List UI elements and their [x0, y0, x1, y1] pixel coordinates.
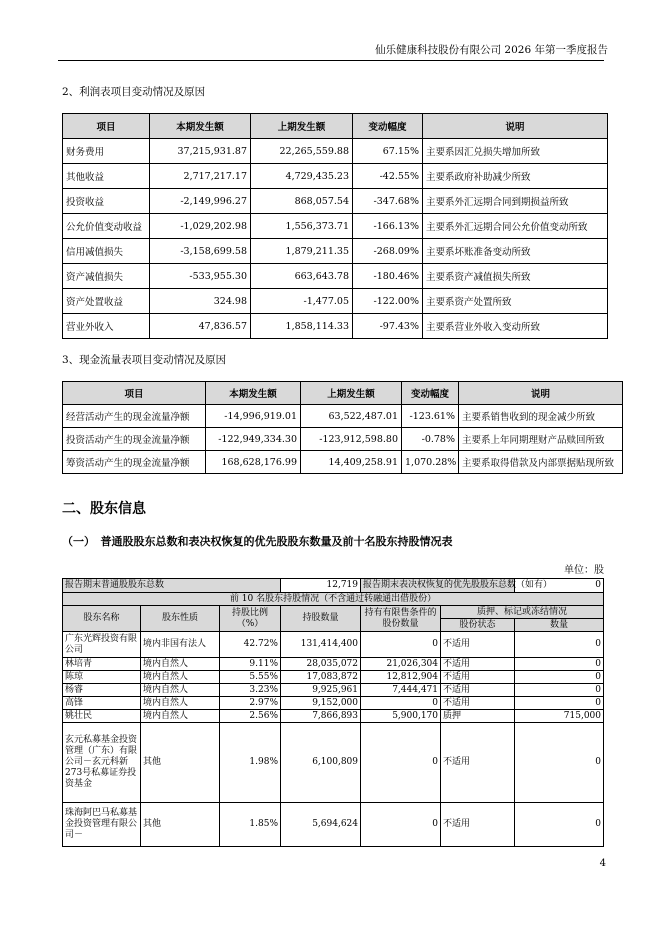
cell-shares: 7,866,893: [281, 710, 361, 723]
cell-qty: 0: [515, 684, 604, 697]
cell-qty: 0: [515, 803, 604, 847]
column-header: 股东性质: [141, 606, 220, 632]
table-row: [63, 164, 608, 189]
column-header: 项目: [63, 114, 150, 139]
cell-item: 资产处置收益: [63, 289, 150, 314]
cell-change: -0.78%: [402, 428, 459, 451]
table-row: [63, 289, 608, 314]
cashflow-section-title: 3、现金流量表项目变动情况及原因: [62, 354, 227, 366]
cell-restricted: 12,812,904: [361, 671, 441, 684]
cell-name: 陈琼: [63, 671, 141, 684]
cell-nature: 境内自然人: [141, 658, 220, 671]
cell-item: 其他收益: [63, 164, 150, 189]
cell-ratio: 1.98%: [220, 723, 281, 803]
cell-current: 168,628,176.99: [206, 451, 301, 474]
cell-note: 主要系坏账准备变动所致: [423, 239, 608, 264]
caption-row: [63, 593, 604, 606]
column-header: 本期发生额: [150, 114, 251, 139]
cell-nature: 境内非国有法人: [141, 632, 220, 658]
cell-current: -533,955.30: [150, 264, 251, 289]
cell-name: 玄元私募基金投资管理（广东）有限公司－玄元科新273号私募证券投资基金: [63, 723, 141, 803]
cell-current: -14,996,919.01: [206, 405, 301, 428]
table-row: [63, 697, 604, 710]
summary-row: [63, 579, 604, 593]
preferred-holders-label: 报告期末表决权恢复的优先股股东总数（如有）: [361, 579, 515, 593]
table-row: [63, 710, 604, 723]
table-row: [63, 428, 623, 451]
table-row: [63, 314, 608, 339]
cell-current: 324.98: [150, 289, 251, 314]
cell-item: 营业外收入: [63, 314, 150, 339]
total-holders-value: 12,719: [281, 579, 361, 593]
cell-nature: 境内自然人: [141, 697, 220, 710]
cell-qty: 0: [515, 723, 604, 803]
cell-nature: 其他: [141, 803, 220, 847]
top10-caption: 前 10 名股东持股情况（不含通过转融通出借股份）: [63, 593, 604, 606]
column-header: 持股比例（%）: [220, 606, 281, 632]
cell-item: 投资活动产生的现金流量净额: [63, 428, 206, 451]
cell-status: 质押: [441, 710, 515, 723]
cell-prior: 63,522,487.01: [301, 405, 402, 428]
column-header: 数量: [515, 619, 604, 632]
cell-change: -166.13%: [353, 214, 423, 239]
cell-ratio: 42.72%: [220, 632, 281, 658]
cell-change: -123.61%: [402, 405, 459, 428]
cell-note: 主要系取得借款及内部票据贴现所致: [459, 451, 623, 474]
cell-note: 主要系上年同期理财产品赎回所致: [459, 428, 623, 451]
cell-shares: 6,100,809: [281, 723, 361, 803]
cell-prior: 1,879,211.35: [251, 239, 353, 264]
column-header: 上期发生额: [301, 382, 402, 405]
table-row: [63, 723, 604, 803]
cell-note: 主要系资产处置所致: [423, 289, 608, 314]
cell-change: 67.15%: [353, 139, 423, 164]
cell-prior: 14,409,258.91: [301, 451, 402, 474]
cell-name: 高锋: [63, 697, 141, 710]
cell-ratio: 3.23%: [220, 684, 281, 697]
cell-current: -1,029,202.98: [150, 214, 251, 239]
cell-item: 投资收益: [63, 189, 150, 214]
cell-prior: 1,556,373.71: [251, 214, 353, 239]
table-row: [63, 239, 608, 264]
cell-status: 不适用: [441, 671, 515, 684]
cell-note: 主要系营业外收入变动所致: [423, 314, 608, 339]
cell-status: 不适用: [441, 632, 515, 658]
cell-name: 姚壮民: [63, 710, 141, 723]
column-header: 项目: [63, 382, 206, 405]
income-section-title: 2、利润表项目变动情况及原因: [62, 86, 206, 98]
column-header: 股东名称: [63, 606, 141, 632]
cell-status: 不适用: [441, 697, 515, 710]
income-statement-table: [62, 113, 608, 339]
cell-shares: 131,414,400: [281, 632, 361, 658]
cell-prior: 22,265,559.88: [251, 139, 353, 164]
table-row: [63, 451, 623, 474]
cell-note: 主要系外汇远期合同公允价值变动所致: [423, 214, 608, 239]
cell-restricted: 7,444,471: [361, 684, 441, 697]
cell-current: 37,215,931.87: [150, 139, 251, 164]
table-row: [63, 632, 604, 658]
table-row: [63, 214, 608, 239]
cell-change: -42.55%: [353, 164, 423, 189]
cell-note: 主要系资产减值损失所致: [423, 264, 608, 289]
cell-current: 47,836.57: [150, 314, 251, 339]
cell-item: 财务费用: [63, 139, 150, 164]
cell-item: 信用减值损失: [63, 239, 150, 264]
shareholder-subsection-title: （一） 普通股股东总数和表决权恢复的优先股股东数量及前十名股东持股情况表: [62, 535, 453, 548]
cell-nature: 境内自然人: [141, 684, 220, 697]
cell-name: 杨睿: [63, 684, 141, 697]
cell-restricted: 0: [361, 803, 441, 847]
cell-name: 林培青: [63, 658, 141, 671]
total-holders-label: 报告期末普通股股东总数: [63, 579, 281, 593]
column-header: 变动幅度: [353, 114, 423, 139]
table-header-row: [63, 606, 604, 619]
column-header: 变动幅度: [402, 382, 459, 405]
cell-status: 不适用: [441, 684, 515, 697]
cell-qty: 0: [515, 658, 604, 671]
table-header-row: [63, 382, 623, 405]
cell-note: 主要系因汇兑损失增加所致: [423, 139, 608, 164]
cell-qty: 715,000: [515, 710, 604, 723]
unit-label: 单位：股: [564, 565, 604, 576]
cell-shares: 9,925,961: [281, 684, 361, 697]
table-row: [63, 139, 608, 164]
column-header: 说明: [423, 114, 608, 139]
cell-status: 不适用: [441, 723, 515, 803]
cell-change: -180.46%: [353, 264, 423, 289]
cell-status: 不适用: [441, 658, 515, 671]
cell-prior: 663,643.78: [251, 264, 353, 289]
column-header: 上期发生额: [251, 114, 353, 139]
cell-prior: 4,729,435.23: [251, 164, 353, 189]
shareholder-table: [62, 578, 604, 847]
cell-prior: 868,057.54: [251, 189, 353, 214]
cell-shares: 9,152,000: [281, 697, 361, 710]
cell-change: -122.00%: [353, 289, 423, 314]
cell-note: 主要系销售收到的现金减少所致: [459, 405, 623, 428]
cell-note: 主要系外汇远期合同到期损益所致: [423, 189, 608, 214]
cell-restricted: 0: [361, 632, 441, 658]
table-row: [63, 405, 623, 428]
table-row: [63, 803, 604, 847]
table-row: [63, 189, 608, 214]
column-header: 股份状态: [441, 619, 515, 632]
cell-item: 公允价值变动收益: [63, 214, 150, 239]
cell-restricted: 21,026,304: [361, 658, 441, 671]
table-row: [63, 264, 608, 289]
report-header: 仙乐健康科技股份有限公司 2026 年第一季度报告: [375, 44, 608, 56]
cell-qty: 0: [515, 632, 604, 658]
cell-change: 1,070.28%: [402, 451, 459, 474]
cell-change: -268.09%: [353, 239, 423, 264]
cell-name: 广东光辉投资有限公司: [63, 632, 141, 658]
cashflow-table: [62, 381, 623, 474]
cell-ratio: 2.97%: [220, 697, 281, 710]
cell-current: -122,949,334.30: [206, 428, 301, 451]
cell-item: 筹资活动产生的现金流量净额: [63, 451, 206, 474]
cell-restricted: 0: [361, 697, 441, 710]
cell-prior: 1,858,114.33: [251, 314, 353, 339]
cell-nature: 境内自然人: [141, 710, 220, 723]
cell-ratio: 9.11%: [220, 658, 281, 671]
preferred-holders-value: 0: [515, 579, 604, 593]
cell-status: 不适用: [441, 803, 515, 847]
cell-current: -3,158,699.58: [150, 239, 251, 264]
cell-shares: 5,694,624: [281, 803, 361, 847]
header-rule: [58, 60, 604, 61]
cell-item: 经营活动产生的现金流量净额: [63, 405, 206, 428]
cell-nature: 境内自然人: [141, 671, 220, 684]
shareholder-section-title: 二、股东信息: [62, 501, 146, 517]
cell-ratio: 1.85%: [220, 803, 281, 847]
cell-note: 主要系政府补助减少所致: [423, 164, 608, 189]
column-header: 质押、标记或冻结情况: [441, 606, 604, 619]
cell-name: 珠海阿巴马私募基金投资管理有限公司－: [63, 803, 141, 847]
table-row: [63, 671, 604, 684]
column-header: 说明: [459, 382, 623, 405]
cell-restricted: 0: [361, 723, 441, 803]
cell-ratio: 5.55%: [220, 671, 281, 684]
cell-prior: -1,477.05: [251, 289, 353, 314]
cell-restricted: 5,900,170: [361, 710, 441, 723]
cell-ratio: 2.56%: [220, 710, 281, 723]
cell-nature: 其他: [141, 723, 220, 803]
cell-current: 2,717,217.17: [150, 164, 251, 189]
table-row: [63, 658, 604, 671]
cell-current: -2,149,996.27: [150, 189, 251, 214]
table-row: [63, 684, 604, 697]
cell-qty: 0: [515, 697, 604, 710]
page-number: 4: [599, 858, 606, 869]
column-header: 持有有限售条件的股份数量: [361, 606, 441, 632]
column-header: 持股数量: [281, 606, 361, 632]
cell-shares: 28,035,072: [281, 658, 361, 671]
column-header: 本期发生额: [206, 382, 301, 405]
cell-change: -347.68%: [353, 189, 423, 214]
cell-shares: 17,083,872: [281, 671, 361, 684]
table-header-row: [63, 114, 608, 139]
cell-item: 资产减值损失: [63, 264, 150, 289]
cell-prior: -123,912,598.80: [301, 428, 402, 451]
cell-change: -97.43%: [353, 314, 423, 339]
cell-qty: 0: [515, 671, 604, 684]
